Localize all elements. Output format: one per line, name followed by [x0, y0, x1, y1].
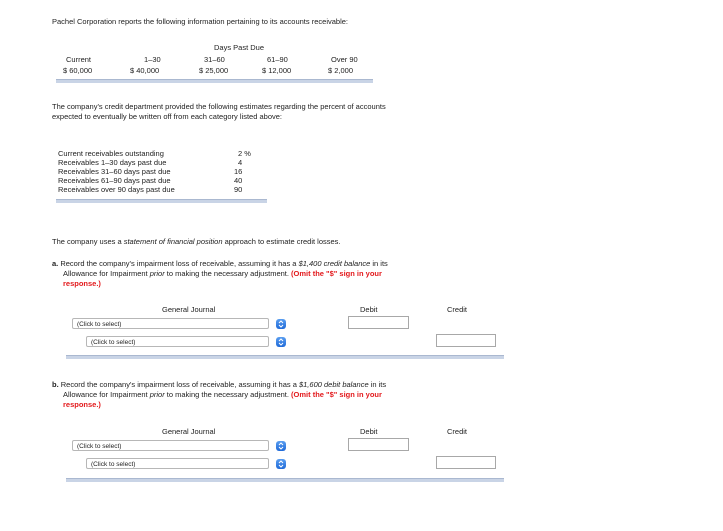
part-b-prior: prior — [149, 390, 165, 399]
part-a-prior: prior — [149, 269, 165, 278]
part-b-instruction-end: response.) — [63, 400, 101, 409]
part-a-instruction-end: response.) — [63, 279, 101, 288]
part-b-account-select-1[interactable]: (Click to select) — [72, 440, 269, 451]
estimate-value: 90 — [234, 185, 243, 194]
col-1-30-header: 1–30 — [144, 55, 161, 64]
approach-suffix: approach to estimate credit losses. — [222, 237, 341, 246]
part-b-debit-header: Debit — [360, 427, 378, 436]
value-61-90: $ 12,000 — [262, 66, 292, 75]
chevron-updown-icon[interactable] — [276, 337, 286, 347]
part-b-debit-input-1[interactable] — [348, 438, 409, 451]
part-a-account-select-2[interactable]: (Click to select) — [86, 336, 269, 347]
chevron-updown-icon[interactable] — [276, 459, 286, 469]
chevron-updown-icon[interactable] — [276, 319, 286, 329]
part-a-balance: $1,400 credit balance — [298, 259, 371, 268]
intro-text: Pachel Corporation reports the following information pertaining to its accounts receivable: — [52, 17, 348, 26]
part-a-credit-header: Credit — [447, 305, 468, 314]
part-a-line2 — [63, 269, 382, 278]
chevron-updown-icon[interactable] — [276, 441, 286, 451]
value-over-90: $ 2,000 — [328, 66, 354, 75]
part-a-debit-header: Debit — [360, 305, 378, 314]
part-a-credit-input-2[interactable] — [436, 334, 496, 347]
part-b-journal-header: General Journal — [162, 427, 216, 436]
value-1-30: $ 40,000 — [130, 66, 160, 75]
value-current: $ 60,000 — [63, 66, 93, 75]
part-a-text-end: in its — [370, 259, 388, 268]
estimate-value: 16 — [234, 167, 243, 176]
col-current-header: Current — [66, 55, 92, 64]
part-a-text-mid: to making the necessary adjustment. — [164, 269, 292, 278]
part-b-text-end: in its — [368, 380, 387, 389]
days-past-due-header: Days Past Due — [214, 43, 265, 52]
part-a-text: Allowance for Impairment — [63, 269, 150, 278]
estimate-value: 4 — [238, 158, 243, 167]
part-a-debit-input-1[interactable] — [348, 316, 409, 329]
part-b-text: Allowance for Impairment — [63, 390, 150, 399]
part-a-text: Record the company's impairment loss of receivable, assuming it has a — [58, 259, 299, 268]
col-61-90-header: 61–90 — [267, 55, 288, 64]
approach-text — [52, 237, 341, 246]
estimates-divider — [56, 199, 267, 203]
estimate-label: Receivables 61–90 days past due — [58, 176, 171, 185]
estimate-value: 40 — [234, 176, 243, 185]
part-a-letter: a. — [52, 259, 59, 268]
part-b-credit-input-2[interactable] — [436, 456, 496, 469]
estimate-label: Receivables over 90 days past due — [58, 185, 175, 194]
col-31-60-header: 31–60 — [204, 55, 225, 64]
estimate-value: 2 % — [238, 149, 251, 158]
part-b-instruction: (Omit the "$" sign in your — [291, 390, 382, 399]
part-a-journal-header: General Journal — [162, 305, 216, 314]
part-b-account-select-2[interactable]: (Click to select) — [86, 458, 269, 469]
part-b-letter: b. — [52, 380, 59, 389]
part-b-line1 — [52, 380, 386, 389]
estimate-label: Receivables 1–30 days past due — [58, 158, 167, 167]
estimate-label: Receivables 31–60 days past due — [58, 167, 171, 176]
table-divider — [56, 79, 373, 83]
part-a-divider — [66, 355, 504, 359]
part-b-balance: $1,600 debit balance — [298, 380, 369, 389]
part-b-text: Record the company's impairment loss of receivable, assuming it has a — [58, 380, 299, 389]
estimate-text-line1: The company's credit department provided the following estimates regarding the percent of accounts — [52, 102, 386, 111]
estimate-text-line2: expected to eventually be written off from each category listed above: — [52, 112, 282, 121]
part-a-instruction: (Omit the "$" sign in your — [291, 269, 382, 278]
col-over-90-header: Over 90 — [331, 55, 358, 64]
part-b-divider — [66, 478, 504, 482]
part-a-line1 — [52, 259, 388, 268]
approach-italic: statement of financial position — [123, 237, 223, 246]
part-b-credit-header: Credit — [447, 427, 468, 436]
value-31-60: $ 25,000 — [199, 66, 229, 75]
part-b-line2 — [63, 390, 382, 399]
part-a-account-select-1[interactable]: (Click to select) — [72, 318, 269, 329]
estimate-label: Current receivables outstanding — [58, 149, 164, 158]
part-b-text-mid: to making the necessary adjustment. — [164, 390, 292, 399]
approach-prefix: The company uses a — [52, 237, 124, 246]
